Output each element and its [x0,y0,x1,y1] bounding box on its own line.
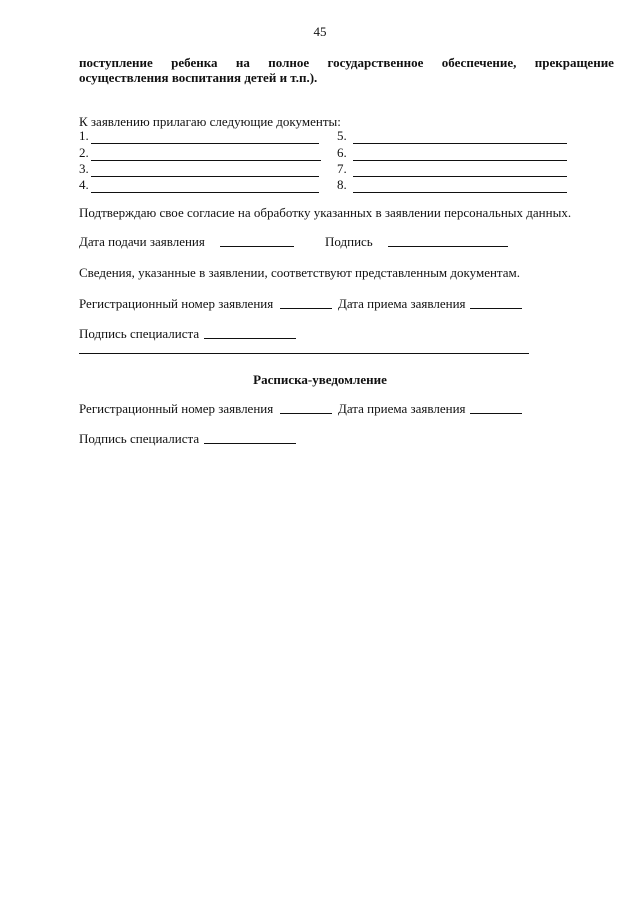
intro-word: полное [268,55,310,70]
attachment-field-3[interactable] [79,161,319,177]
attachments-label: К заявлению прилагаю следующие документы: [79,114,341,129]
attachment-number: 2. [79,145,89,160]
attachment-field-2[interactable] [79,145,321,161]
attachment-line[interactable] [91,131,319,144]
attachment-field-6[interactable] [337,145,567,161]
specialist-signature-label: Подпись специалиста [79,326,200,341]
attachment-line[interactable] [353,148,567,161]
consent-text: Подтверждаю свое согласие на обработку указанных в заявлении персональных данных. [79,205,572,220]
attachment-line[interactable] [91,180,319,193]
receipt-accept-date-label: Дата приема заявления [338,401,466,416]
attachment-number: 1. [79,128,89,143]
page-number: 45 [313,24,327,39]
intro-word: государственное [327,55,424,70]
attachment-line[interactable] [353,131,567,144]
receipt-accept-date-field[interactable] [470,401,522,414]
receipt-reg-number-field[interactable] [280,401,332,414]
attachment-field-8[interactable] [337,177,567,193]
receipt-specialist-signature-field[interactable] [204,431,296,444]
attachment-line[interactable] [353,164,567,177]
attachment-line[interactable] [353,180,567,193]
attachment-line[interactable] [91,148,321,161]
submission-date-field[interactable] [220,234,294,247]
intro-word: прекращение [534,55,614,70]
attachment-number: 5. [337,128,347,143]
accept-date-label: Дата приема заявления [338,296,466,311]
cut-line-divider [79,353,529,354]
signature-field[interactable] [388,234,508,247]
attachment-field-5[interactable] [337,128,567,144]
intro-line-1 [79,55,614,71]
receipt-title: Расписка-уведомление [253,372,387,387]
attachment-number: 6. [337,145,347,160]
attachment-field-1[interactable] [79,128,319,144]
intro-word: ребенка [171,55,218,70]
reg-number-label: Регистрационный номер заявления [79,296,274,311]
attachment-field-7[interactable] [337,161,567,177]
attachment-line[interactable] [91,164,319,177]
accept-date-field[interactable] [470,296,522,309]
intro-word: обеспечение, [441,55,517,70]
attachment-number: 3. [79,161,89,176]
signature-label: Подпись [325,234,373,249]
verification-text: Сведения, указанные в заявлении, соответствуют представленным документам. [79,265,521,280]
attachment-number: 7. [337,161,347,176]
intro-line-2: осуществления воспитания детей и т.п.). [79,70,318,85]
attachment-number: 4. [79,177,89,192]
attachment-number: 8. [337,177,347,192]
specialist-signature-field[interactable] [204,326,296,339]
submission-date-label: Дата подачи заявления [79,234,205,249]
receipt-specialist-signature-label: Подпись специалиста [79,431,200,446]
receipt-reg-number-label: Регистрационный номер заявления [79,401,274,416]
attachment-field-4[interactable] [79,177,319,193]
intro-word: на [235,55,250,70]
reg-number-field[interactable] [280,296,332,309]
intro-word: поступление [79,55,153,70]
